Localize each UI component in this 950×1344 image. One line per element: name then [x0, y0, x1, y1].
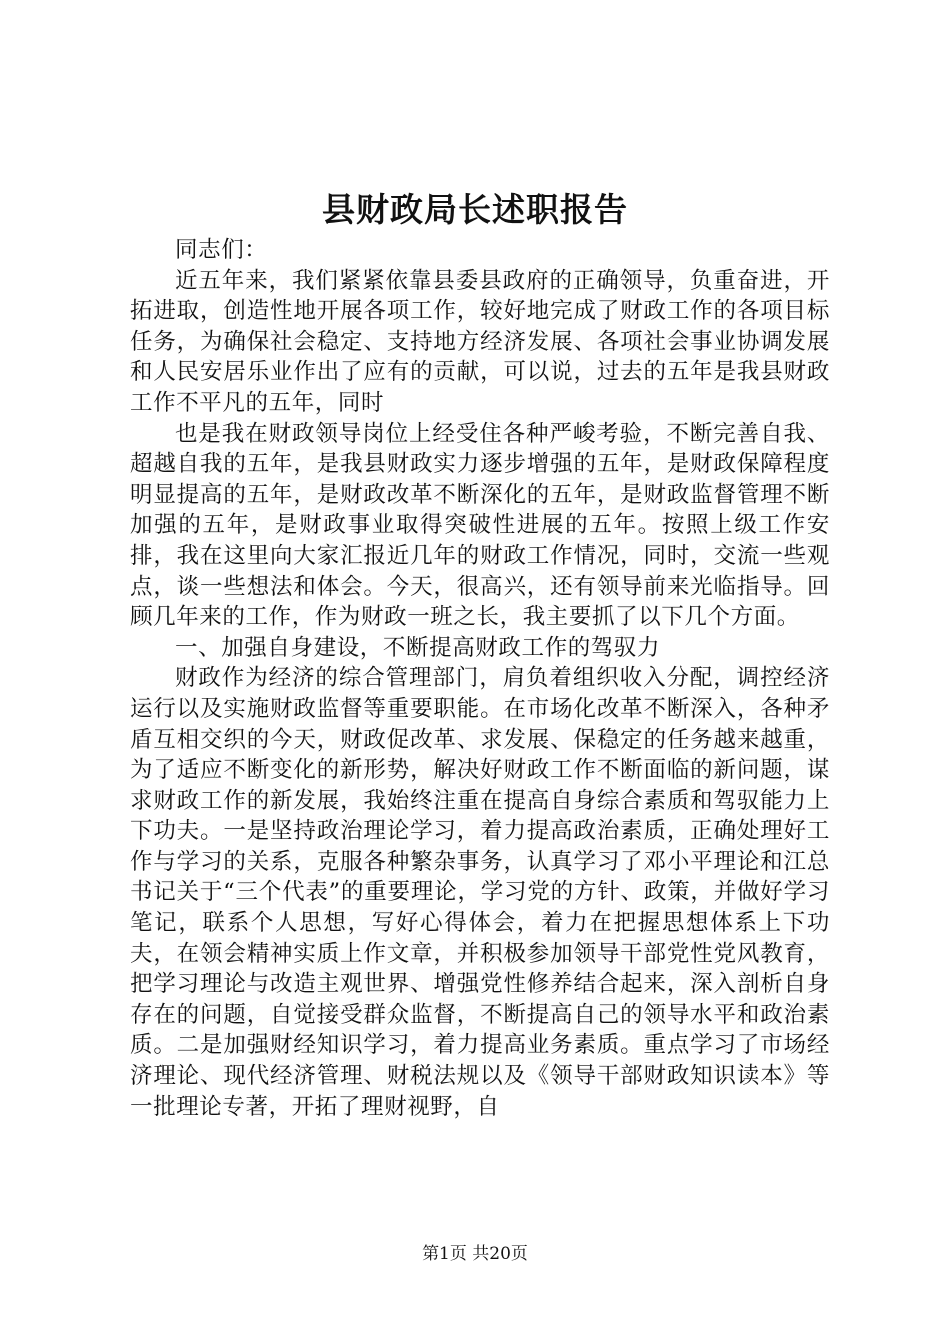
- document-title: 县财政局长述职报告: [322, 190, 628, 229]
- page-footer: 第1页 共20页: [422, 1244, 528, 1264]
- paragraph-salutation: 同志们：: [175, 237, 268, 263]
- paragraph: 也是我在财政领导岗位上经受住各种严峻考验，不断完善自我、超越自我的五年，是我县财政实力逐步增强的五年，是财政保障程度明显提高的五年，是财政改革不断深化的五年，是财政监督管理不断加强的五年，是财政事业取得突破性进展的五年。按照上级工作安排，我在这里向大家汇报近几年的财政工作情况，同时，交流一些观点，谈一些想法和体会。今天，很高兴，还有领导前来光临指导。回顾几年来的工作，作为财政一班之长，我主要抓了以下几个方面。: [130, 420, 830, 631]
- document-body: [130, 235, 830, 1122]
- paragraph: 近五年来，我们紧紧依靠县委县政府的正确领导，负重奋进，开拓进取，创造性地开展各项工作，较好地完成了财政工作的各项目标任务，为确保社会稳定、支持地方经济发展、各项社会事业协调发展和人民安居乐业作出了应有的贡献，可以说，过去的五年是我县财政工作不平凡的五年，同时: [130, 267, 830, 416]
- paragraph: 财政作为经济的综合管理部门，肩负着组织收入分配，调控经济运行以及实施财政监督等重要职能。在市场化改革不断深入，各种矛盾互相交织的今天，财政促改革、求发展、保稳定的任务越来越重，为了适应不断变化的新形势，解决好财政工作不断面临的新问题，谋求财政工作的新发展，我始终注重在提高自身综合素质和驾驭能力上下功夫。一是坚持政治理论学习，着力提高政治素质，正确处理好工作与学习的关系，克服各种繁杂事务，认真学习了邓小平理论和江总书记关于“三个代表”的重要理论，学习党的方针、政策，并做好学习笔记，联系个人思想，写好心得体会，着力在把握思想体系上下功夫，在领会精神实质上作文章，并积极参加领导干部党性党风教育，把学习理论与改造主观世界、增强党性修养结合起来，深入剖析自身存在的问题，自觉接受群众监督，不断提高自己的领导水平和政治素质。二是加强财经知识学习，着力提高业务素质。重点学习了市场经济理论、现代经济管理、财税法规以及《领导干部财政知识读本》等一批理论专著，开拓了理财视野，自: [130, 665, 830, 1120]
- section-heading: 一、加强自身建设，不断提高财政工作的驾驭力: [175, 634, 661, 661]
